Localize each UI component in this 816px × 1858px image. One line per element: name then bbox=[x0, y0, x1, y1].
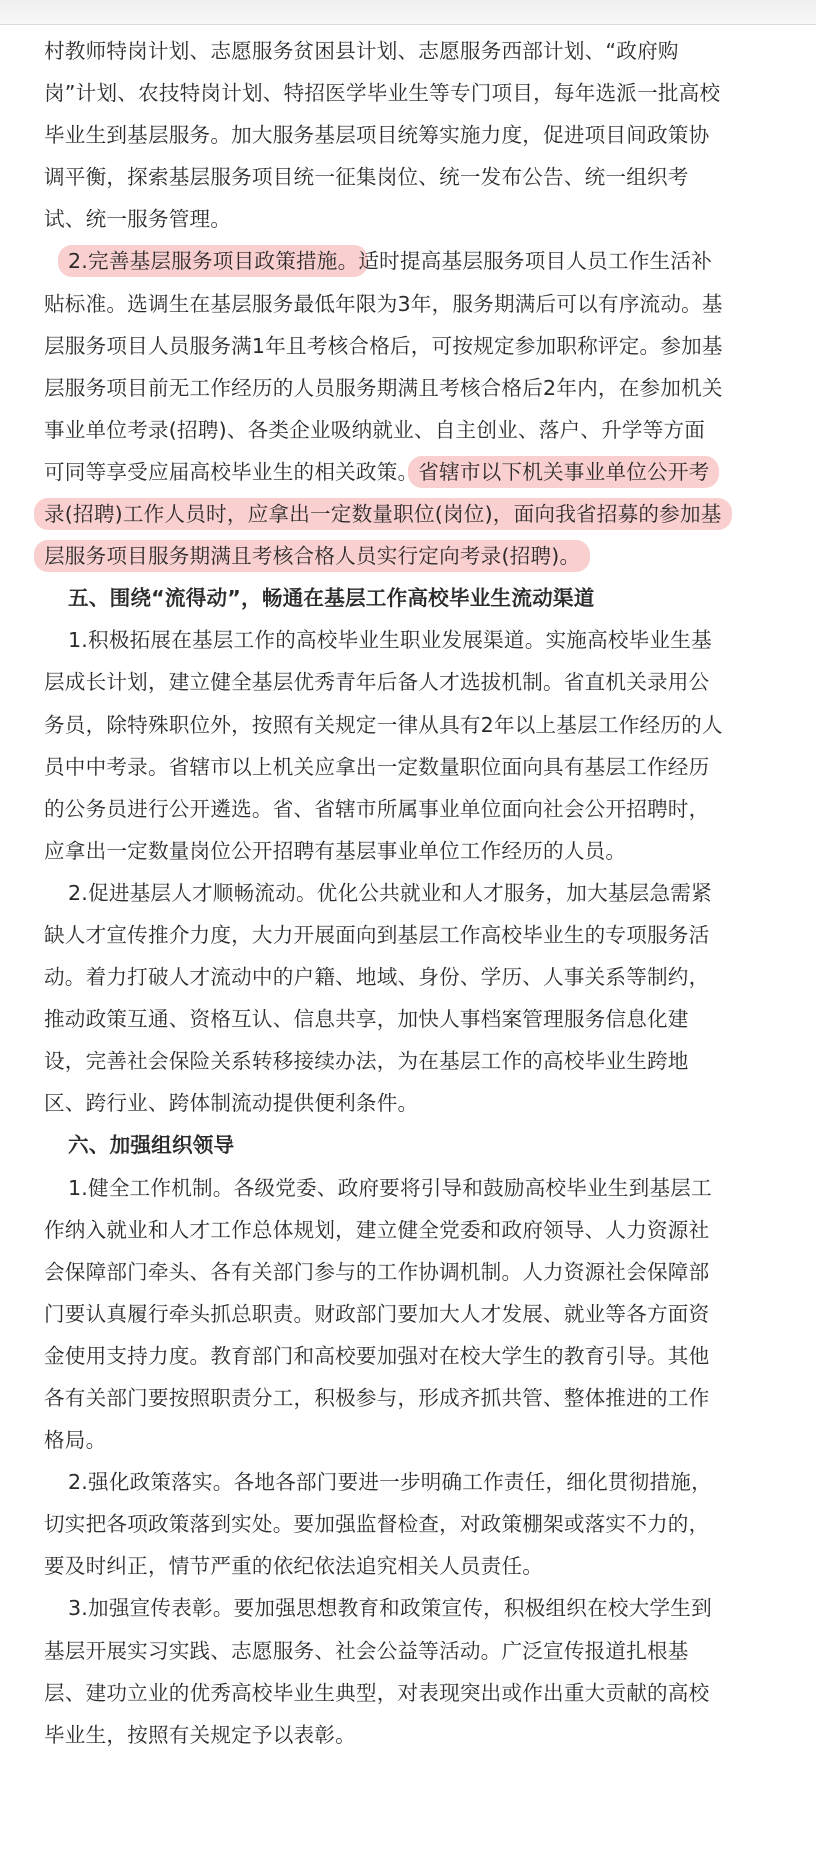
paragraph-talent-flow: 2.促进基层人才顺畅流动。优化公共就业和人才服务，加大基层急需紧缺人才宣传推介力度，大力开展面向到基层工作高校毕业生的专项服务活动。着力打破人才流动中的户籍、地域、身份、学历、人事关系等制约，推动政策互通、资格互认、信息共享，加快人事档案管理服务信息化建设，完善社会保险关系转移接续办法，为在基层工作的高校毕业生跨地区、跨行业、跨体制流动提供便利条件。 bbox=[44, 880, 712, 1116]
highlight-policy-title: 2.完善基层服务项目政策措施。 bbox=[58, 245, 368, 277]
document-body bbox=[44, 30, 724, 1756]
section-heading-five: 五、围绕“流得动”，畅通在基层工作高校毕业生流动渠道 bbox=[68, 586, 595, 611]
section-heading-six: 六、加强组织领导 bbox=[68, 1133, 235, 1158]
browser-top-bar bbox=[0, 0, 816, 25]
policy-measures-text: 适时提高基层服务项目人员工作生活补贴标准。选调生在基层服务最低年限为3年，服务期满后可以有序流动。基层服务项目人员服务满1年且考核合格后，可按规定参加职称评定。参加基层服务项目前无工作经历的人员服务期满且考核合格后2年内，在参加机关事业单位考录(招聘)、各类企业吸纳就业、自主创业、落户、升学等方面可同等享受应届高校毕业生的相关政策。 bbox=[44, 249, 723, 484]
paragraph-policy-implementation: 2.强化政策落实。各地各部门要进一步明确工作责任，细化贯彻措施，切实把各项政策落到实处。要加强监督检查，对政策棚架或落实不力的，要及时纠正，情节严重的依纪依法追究相关人员责任。 bbox=[44, 1470, 712, 1579]
paragraph-career-channels: 1.积极拓展在基层工作的高校毕业生职业发展渠道。实施高校毕业生基层成长计划，建立健全基层优秀青年后备人才选拔机制。省直机关录用公务员，除特殊职位外，按照有关规定一律从具有2年以上基层工作经历的人员中中考录。省辖市以上机关应拿出一定数量职位面向具有基层工作经历的公务员进行公开遴选。省、省辖市所属事业单位面向社会公开招聘时，应拿出一定数量岗位公开招聘有基层事业单位工作经历的人员。 bbox=[44, 628, 723, 863]
paragraph-service-programs: 村教师特岗计划、志愿服务贫困县计划、志愿服务西部计划、“政府购岗”计划、农技特岗计划、特招医学毕业生等专门项目，每年选派一批高校毕业生到基层服务。加大服务基层项目统筹实施力度，促进项目间政策协调平衡，探索基层服务项目统一征集岗位、统一发布公告、统一组织考试、统一服务管理。 bbox=[44, 39, 721, 232]
highlight-directed-recruitment: 省辖市以下机关事业单位公开考录(招聘)工作人员时，应拿出一定数量职位(岗位)，面向我省招募的参加基层服务项目服务期满且考核合格人员实行定向考录(招聘)。 bbox=[34, 456, 732, 572]
paragraph-work-mechanism: 1.健全工作机制。各级党委、政府要将引导和鼓励高校毕业生到基层工作纳入就业和人才工作总体规划，建立健全党委和政府领导、人力资源社会保障部门牵头、各有关部门参与的工作协调机制。人力资源社会保障部门要认真履行牵头抓总职责。财政部门要加大人才发展、就业等各方面资金使用支持力度。教育部门和高校要加强对在校大学生的教育引导。其他各有关部门要按照职责分工，积极参与，形成齐抓共管、整体推进的工作格局。 bbox=[44, 1175, 712, 1453]
paragraph-publicity-commendation: 3.加强宣传表彰。要加强思想教育和政策宣传，积极组织在校大学生到基层开展实习实践、志愿服务、社会公益等活动。广泛宣传报道扎根基层、建功立业的优秀高校毕业生典型，对表现突出或作出重大贡献的高校毕业生，按照有关规定予以表彰。 bbox=[44, 1596, 712, 1747]
paragraph-policy-measures bbox=[44, 240, 724, 577]
